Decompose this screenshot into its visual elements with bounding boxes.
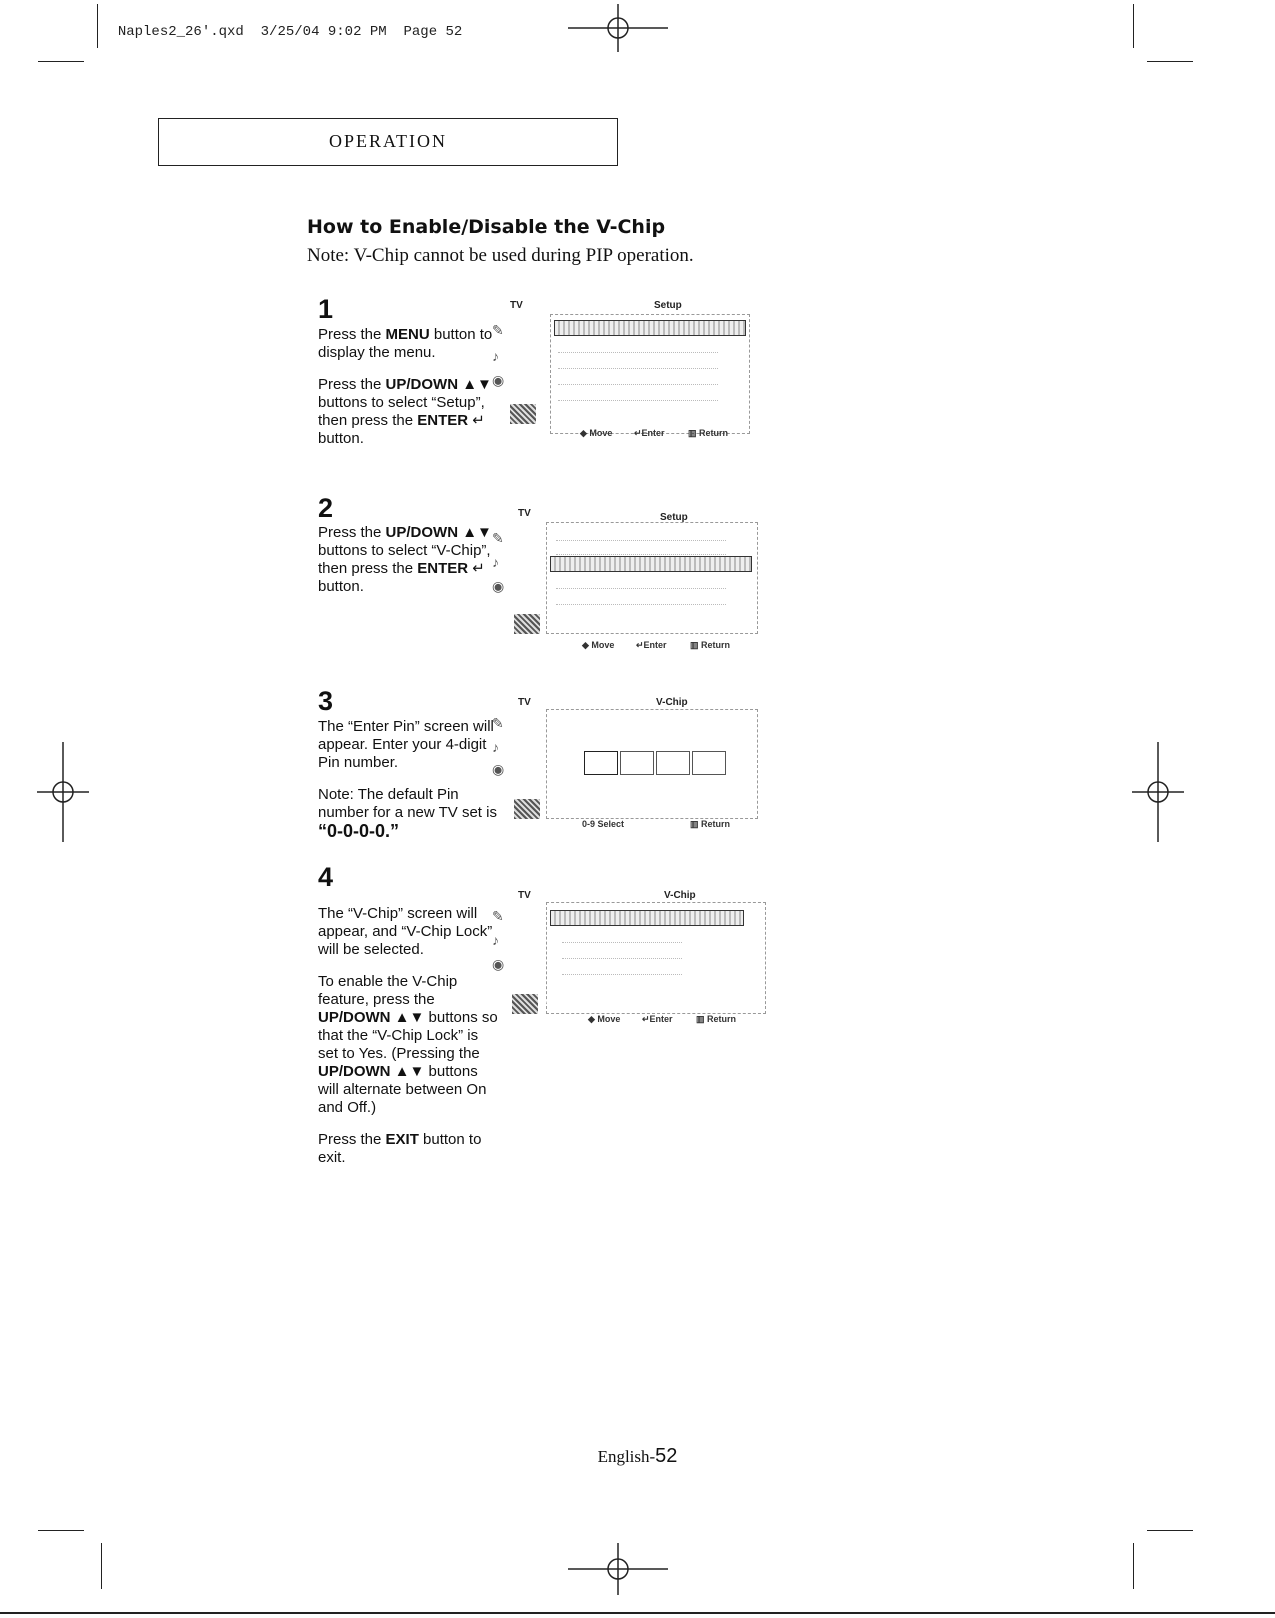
slug-date: 3/25/04 xyxy=(260,24,320,40)
section-header-box xyxy=(158,118,618,166)
registration-mark-top xyxy=(568,4,668,52)
menu-row xyxy=(556,576,726,589)
screen-tv-label: TV xyxy=(518,508,531,519)
pin-digit-box[interactable] xyxy=(620,751,654,775)
tv-screen-4 xyxy=(492,890,772,1035)
screen-title: V-Chip xyxy=(656,697,688,708)
enter-icon: ↵ xyxy=(636,640,644,650)
menu-row xyxy=(562,946,682,959)
step-3-number: 3 xyxy=(318,686,334,716)
step-2-number: 2 xyxy=(318,493,334,523)
step-4-number: 4 xyxy=(318,862,334,892)
crop-mark xyxy=(38,1530,84,1531)
enter-icon: ↵ xyxy=(472,560,485,577)
setup-tile-label: Setup xyxy=(540,1000,560,1007)
picture-icon: ✎ xyxy=(492,715,504,731)
setup-tile xyxy=(512,994,538,1014)
slug-time: 9:02 PM xyxy=(327,24,387,40)
step-1-number: 1 xyxy=(318,294,334,324)
step-4-text xyxy=(318,905,498,1181)
hint-move: ◆ Move xyxy=(588,1014,621,1024)
crop-mark xyxy=(1133,4,1134,48)
vchip-lock-selected-row xyxy=(550,910,744,926)
hint-return: ▥ Return xyxy=(690,640,731,650)
enter-icon: ↵ xyxy=(472,412,485,429)
step-3-para-2: Note: The default Pin number for a new TV set is “0-0-0-0.” xyxy=(318,786,497,841)
hint-move: ◆ Move xyxy=(582,640,615,650)
step-1-text xyxy=(318,326,498,462)
tv-screen-2 xyxy=(492,508,762,653)
slug-file: Naples2_26'.qxd xyxy=(117,24,244,40)
pin-digit-box[interactable] xyxy=(584,751,618,775)
setup-tile-label: Setup xyxy=(542,821,562,828)
menu-row xyxy=(558,340,718,353)
printer-slug xyxy=(101,8,462,40)
menu-row xyxy=(558,388,718,401)
hint-enter: ↵Enter xyxy=(636,640,667,650)
menu-row xyxy=(562,962,682,975)
crop-mark xyxy=(101,1543,102,1589)
return-icon: ▥ xyxy=(690,819,702,829)
enter-icon: ↵ xyxy=(634,428,642,438)
crop-mark xyxy=(1147,61,1193,62)
step-4-para-2: To enable the V-Chip feature, press the UP/DOWN ▲▼ buttons so that the “V-Chip Lock” is set to Yes. (Pressing the UP/DOWN ▲▼ buttons will alternate between On and Off.) xyxy=(318,973,498,1116)
hint-select: 0-9 Select xyxy=(582,819,625,829)
hint-return: ▥ Return xyxy=(688,428,729,438)
return-icon: ▥ xyxy=(690,640,702,650)
registration-mark-bottom xyxy=(568,1543,668,1595)
slug-page: Page 52 xyxy=(403,24,463,40)
screen-title: Setup xyxy=(660,512,688,523)
step-2-para-1: Press the UP/DOWN ▲▼ buttons to select “V-Chip”, then press the ENTER ↵ button. xyxy=(318,524,492,595)
page-heading: How to Enable/Disable the V-Chip xyxy=(307,216,666,238)
menu-row xyxy=(556,592,726,605)
tv-screen-1 xyxy=(492,300,762,465)
setup-tile xyxy=(514,614,540,634)
step-1-para-1: Press the MENU button to display the menu. xyxy=(318,326,493,361)
step-2-text xyxy=(318,524,498,610)
picture-icon: ✎ xyxy=(492,530,504,546)
channel-icon: ◉ xyxy=(492,578,505,594)
hint-return: ▥ Return xyxy=(696,1014,737,1024)
step-3-text xyxy=(318,718,498,856)
return-icon: ▥ xyxy=(688,428,700,438)
step-1-para-2: Press the UP/DOWN ▲▼ buttons to select “Setup”, then press the ENTER ↵ button. xyxy=(318,376,492,447)
registration-mark-right xyxy=(1132,742,1184,842)
return-icon: ▥ xyxy=(696,1014,708,1024)
pin-digit-box[interactable] xyxy=(656,751,690,775)
page-edge xyxy=(0,1612,1275,1614)
channel-icon: ◉ xyxy=(492,761,505,777)
hint-return: ▥ Return xyxy=(690,819,731,829)
sound-icon: ♪ xyxy=(492,932,499,948)
menu-row xyxy=(556,528,726,541)
menu-row xyxy=(556,542,726,555)
crop-mark xyxy=(1133,1543,1134,1589)
crop-mark xyxy=(1147,1530,1193,1531)
screen-title: Setup xyxy=(654,300,682,311)
step-4-para-3: Press the EXIT button to exit. xyxy=(318,1131,482,1166)
menu-selected-row xyxy=(554,320,746,336)
picture-icon: ✎ xyxy=(492,908,504,924)
step-4-para-1: The “V-Chip” screen will appear, and “V-Chip Lock” will be selected. xyxy=(318,905,493,958)
menu-row xyxy=(558,356,718,369)
sound-icon: ♪ xyxy=(492,739,499,755)
screen-title: V-Chip xyxy=(664,890,696,901)
crop-mark xyxy=(38,61,84,62)
enter-icon: ↵ xyxy=(642,1014,650,1024)
pin-digit-box[interactable] xyxy=(692,751,726,775)
page-number: English-52 xyxy=(597,1445,678,1467)
section-title: OPERATION xyxy=(328,131,447,151)
step-3-para-1: The “Enter Pin” screen will appear. Enter your 4-digit Pin number. xyxy=(318,718,494,771)
picture-icon: ✎ xyxy=(492,322,504,338)
crop-mark xyxy=(97,4,98,48)
registration-mark-left xyxy=(37,742,89,842)
tv-screen-3 xyxy=(492,697,762,847)
hint-enter: ↵Enter xyxy=(634,428,665,438)
pip-note: Note: V-Chip cannot be used during PIP operation. xyxy=(307,245,694,266)
channel-icon: ◉ xyxy=(492,956,505,972)
hint-enter: ↵Enter xyxy=(642,1014,673,1024)
channel-icon: ◉ xyxy=(492,372,505,388)
sound-icon: ♪ xyxy=(492,348,499,364)
menu-row xyxy=(562,930,682,943)
setup-tile xyxy=(510,404,536,424)
hint-move: ◆ Move xyxy=(580,428,613,438)
sound-icon: ♪ xyxy=(492,554,499,570)
screen-tv-label: TV xyxy=(518,697,531,708)
screen-tv-label: TV xyxy=(518,890,531,901)
screen-tv-label: TV xyxy=(510,300,523,311)
setup-tile xyxy=(514,799,540,819)
menu-selected-row xyxy=(550,556,752,572)
menu-row xyxy=(558,372,718,385)
